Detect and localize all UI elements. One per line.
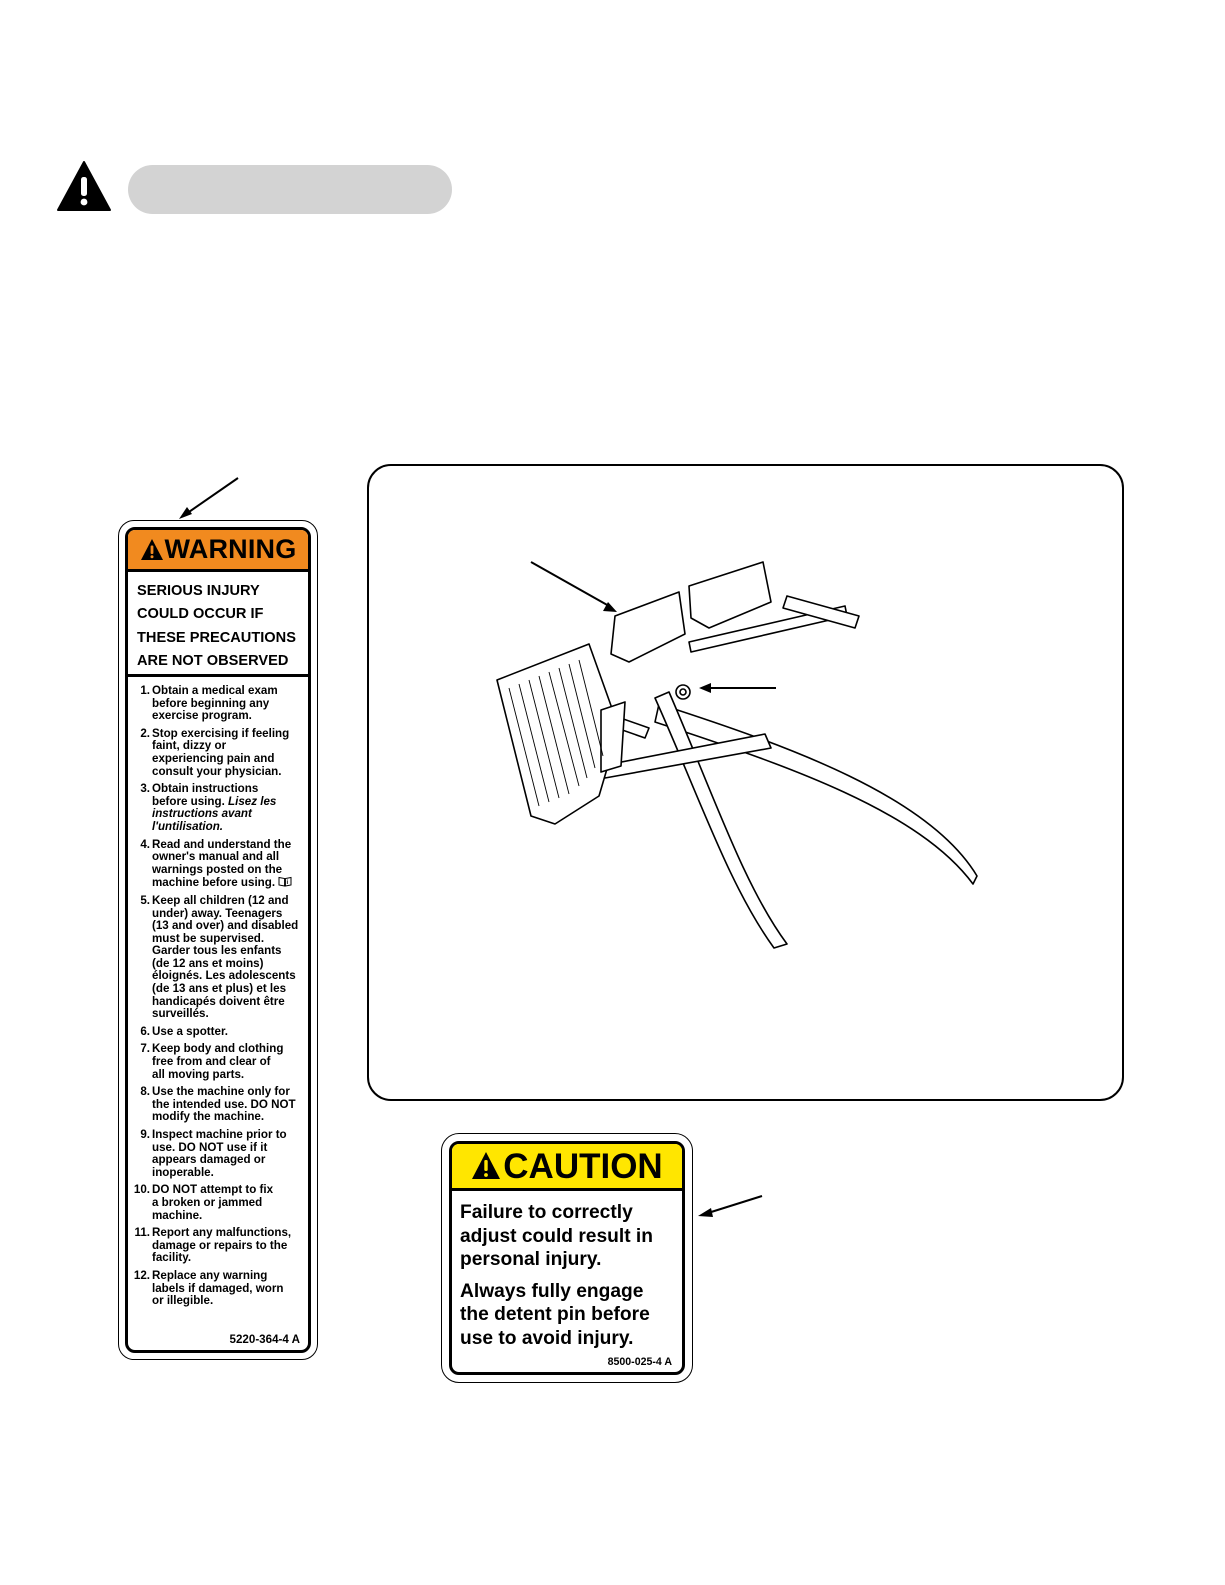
- warning-subheading: [128, 572, 308, 677]
- warning-precautions-list: [128, 685, 308, 1313]
- caution-label: [441, 1133, 693, 1383]
- list-item: 1. Obtain a medical exam before beginning any exercise program.: [140, 684, 278, 723]
- caution-part-number: 8500-025-4 A: [607, 1356, 672, 1368]
- warning-triangle-icon: [140, 538, 164, 562]
- caution-label-pointer-arrow: [690, 1188, 770, 1222]
- caution-label-header: [452, 1144, 682, 1191]
- ab-bench-machine-drawing: [369, 466, 1122, 1099]
- list-item: 11. Report any malfunctions, damage or repairs to the facility.: [134, 1226, 292, 1265]
- list-item: 3. Obtain instructions before using. Lisez les instructions avant l'untilisation.: [140, 782, 277, 833]
- safety-warning-icon: [56, 160, 112, 212]
- warning-subheading-line: ARE NOT OBSERVED: [137, 653, 289, 670]
- list-item: 6. Use a spotter.: [140, 1024, 229, 1038]
- warning-label: [118, 520, 318, 1360]
- caution-message: [460, 1201, 678, 1359]
- list-item: 7. Keep body and clothing free from and clear of all moving parts.: [140, 1042, 284, 1081]
- list-item: 8. Use the machine only for the intended use. DO NOT modify the machine.: [140, 1085, 296, 1124]
- svg-text:i: i: [286, 880, 289, 887]
- warning-label-header: [128, 530, 308, 572]
- warning-subheading-line: SERIOUS INJURY: [137, 583, 260, 599]
- warning-signal-word: WARNING: [164, 534, 297, 564]
- warning-label-pointer-arrow: [170, 470, 250, 526]
- warning-part-number: 5220-364-4 A: [229, 1333, 300, 1346]
- machine-illustration-panel: [367, 464, 1124, 1101]
- caution-signal-word: CAUTION: [503, 1146, 663, 1186]
- list-item: 4. Read and understand the owner's manual and all warnings posted on the machine before using. i: [140, 837, 292, 890]
- list-item: 9. Inspect machine prior to use. DO NOT use if it appears damaged or inoperable.: [140, 1128, 287, 1179]
- warning-subheading-line: THESE PRECAUTIONS: [137, 629, 296, 646]
- list-item: 2. Stop exercising if feeling faint, dizzy or experiencing pain and consult your physician.: [140, 726, 290, 778]
- warning-subheading-line: COULD OCCUR IF: [137, 606, 264, 623]
- caution-paragraph: Failure to correctly adjust could result in personal injury.: [460, 1202, 653, 1271]
- section-title-banner: [128, 165, 452, 214]
- warning-triangle-icon: [471, 1151, 501, 1181]
- list-item: 12. Replace any warning labels if damaged, worn or illegible.: [133, 1268, 284, 1308]
- manual-book-icon: [278, 876, 292, 887]
- list-item: 5. Keep all children (12 and under) away. Teenagers (13 and over) and disabled must be supervised. Garder tous les enfants (de 12 ans et moins) éloignés. Les adolescents (de 13 ans et plus) et les handicapés doivent être surveillés.: [140, 893, 299, 1021]
- caution-paragraph: Always fully engage the detent pin before use to avoid injury.: [460, 1280, 650, 1349]
- list-item: 10. DO NOT attempt to fix a broken or jammed machine.: [133, 1183, 274, 1222]
